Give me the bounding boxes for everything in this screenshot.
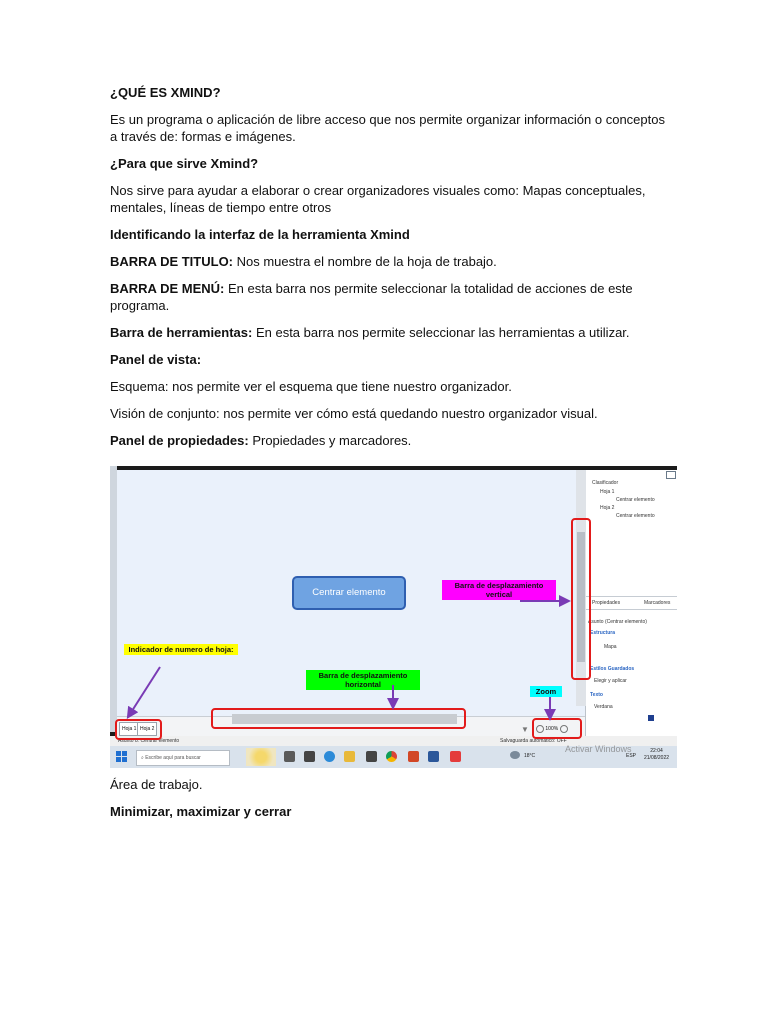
annotation-vertical-scroll: Barra de desplazamiento vertical	[442, 580, 556, 600]
section-saved-styles: Estilos Guardados	[590, 666, 635, 672]
paragraph-what-is-xmind: Es un programa o aplicación de libre acceso que nos permite organizar información o conceptos a través de: formas e imágenes.	[110, 112, 665, 144]
sheet-tab-2[interactable]: Hoja 2	[137, 722, 157, 736]
filter-icon[interactable]: ▼	[521, 725, 529, 734]
font-verdana[interactable]: Verdana	[594, 704, 613, 710]
arrow-sheet-indicator	[130, 667, 160, 714]
item-overview-text: nos permite ver cómo está quedando nuestro organizador visual.	[219, 406, 598, 421]
central-topic-node[interactable]: Centrar elemento	[292, 576, 406, 610]
heading-what-for: ¿Para que sirve Xmind?	[110, 156, 259, 171]
item-menu-bar-label: BARRA DE MENÚ:	[110, 281, 225, 296]
paragraph-what-for: Nos sirve para ayudar a elaborar o crear organizadores visuales como: Mapas conceptuales, mentales, líneas de tiempo entre otros	[110, 183, 646, 215]
annotation-arrows	[110, 466, 677, 768]
section-structure: Estructura	[590, 630, 616, 636]
structure-map[interactable]: Mapa	[604, 644, 617, 650]
document-body-after	[110, 776, 670, 820]
tree-item-node2[interactable]: Centrar elemento	[616, 513, 655, 519]
language-indicator: ESP	[626, 753, 637, 759]
search-icon: ⌕	[141, 755, 144, 761]
xmind-screenshot-figure	[110, 466, 677, 768]
tab-markers[interactable]: Marcadores	[644, 600, 671, 606]
tree-item-sheet1[interactable]: Hoja 1	[600, 489, 615, 495]
item-min-max-close: Minimizar, maximizar y cerrar	[110, 804, 292, 819]
panel-subject: Asunto (Centrar elemento)	[588, 619, 647, 625]
search-placeholder: Escribe aquí para buscar	[145, 755, 201, 761]
status-left: Asunto 8: Centrar elemento	[118, 738, 180, 744]
annotation-zoom: Zoom	[530, 686, 562, 697]
activate-windows-watermark: Activar Windows	[565, 744, 632, 754]
tab-properties[interactable]: Propiedades	[592, 600, 621, 606]
document-body	[110, 84, 670, 449]
heading-interface: Identificando la interfaz de la herramienta Xmind	[110, 227, 410, 242]
item-menu-bar	[110, 280, 670, 314]
item-properties-label: Panel de propiedades:	[110, 433, 249, 448]
weather-temperature: 18°C	[524, 753, 536, 759]
item-overview	[110, 405, 670, 422]
tree-item-sheet2[interactable]: Hoja 2	[600, 505, 615, 511]
item-work-area: Área de trabajo.	[110, 777, 203, 792]
item-properties-text: Propiedades y marcadores.	[248, 433, 412, 448]
item-properties-panel	[110, 432, 670, 449]
item-toolbar	[110, 324, 670, 341]
item-outline-text: nos permite ver el esquema que tiene nuestro organizador.	[168, 379, 512, 394]
status-right: Salvaguarda automático: OFF	[500, 738, 567, 744]
zoom-value: 100%	[545, 726, 559, 732]
item-menu-bar-text: En esta barra nos permite seleccionar la totalidad de acciones de este programa.	[110, 281, 633, 313]
item-title-bar	[110, 253, 670, 270]
clock-date: 21/08/2022	[644, 755, 670, 761]
annotation-sheet-indicator: Indicador de numero de hoja:	[124, 644, 238, 655]
section-text: Texto	[590, 692, 603, 698]
item-title-bar-label: BARRA DE TITULO:	[110, 254, 234, 269]
sheet-tab-1[interactable]: Hoja 1	[119, 722, 139, 736]
item-outline	[110, 378, 670, 395]
tree-item-classifier[interactable]: Clasificador	[592, 480, 619, 486]
clock-time: 22:04	[650, 748, 663, 754]
item-toolbar-text: En esta barra nos permite seleccionar las herramientas a utilizar.	[252, 325, 630, 340]
item-view-panel: Panel de vista:	[110, 352, 202, 367]
item-overview-label: Visión de conjunto:	[110, 406, 220, 421]
heading-what-is-xmind: ¿QUÉ ES XMIND?	[110, 85, 221, 100]
item-toolbar-label: Barra de herramientas:	[110, 325, 253, 340]
item-title-bar-text: Nos muestra el nombre de la hoja de trabajo.	[233, 254, 497, 269]
item-outline-label: Esquema:	[110, 379, 169, 394]
tree-item-node1[interactable]: Centrar elemento	[616, 497, 655, 503]
saved-styles-choose[interactable]: Elegir y aplicar	[594, 678, 627, 684]
annotation-horizontal-scroll: Barra de desplazamiento horizontal	[306, 670, 420, 690]
